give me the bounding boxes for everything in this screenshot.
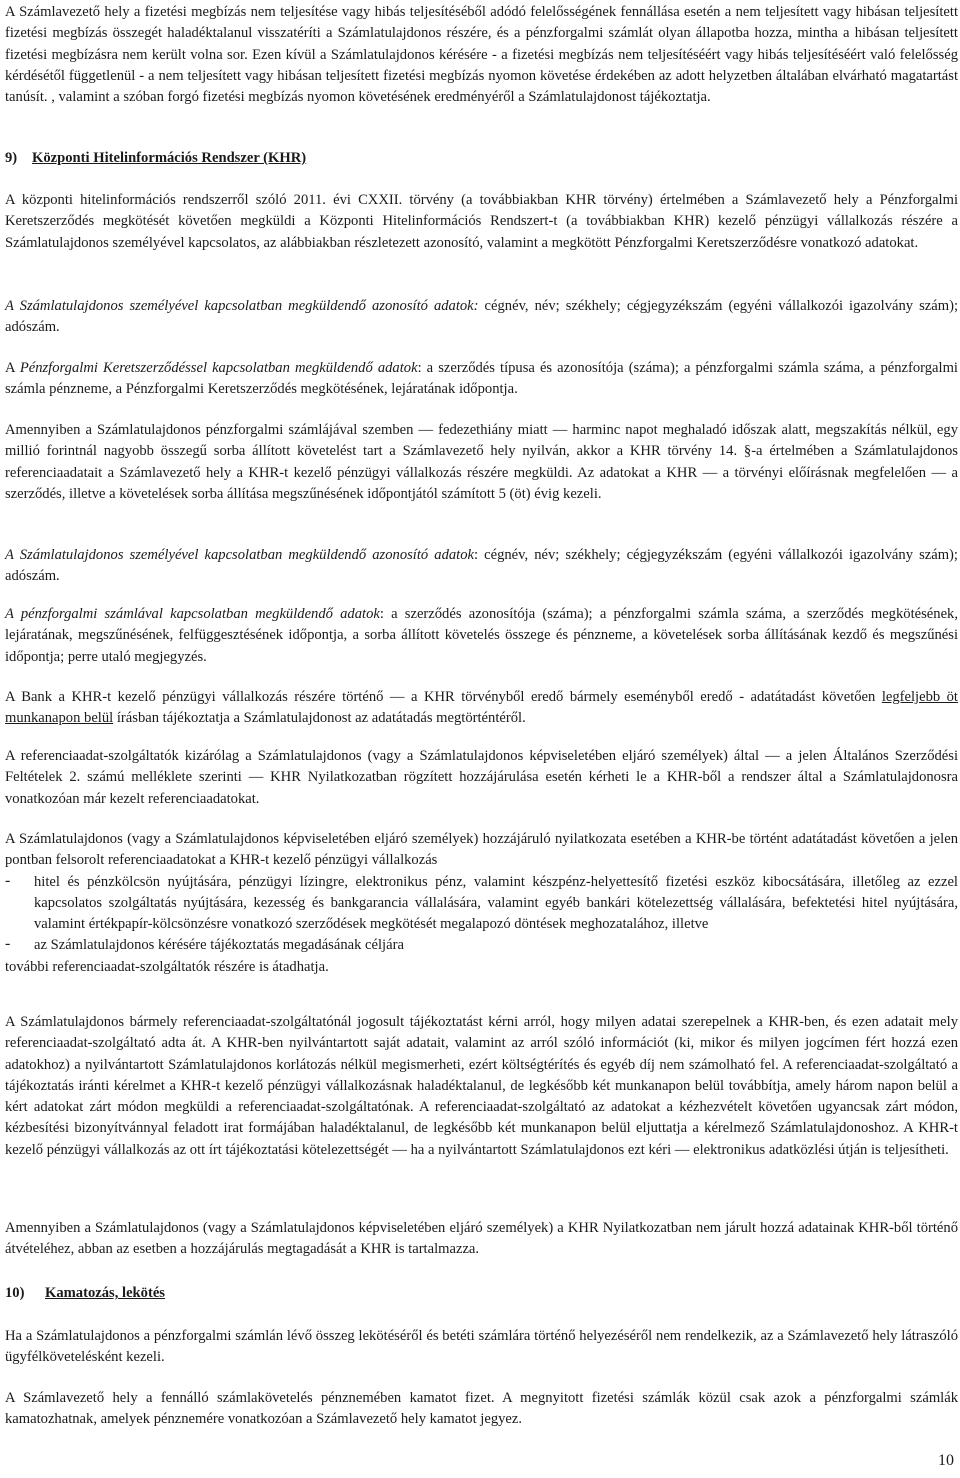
- paragraph-text: írásban tájékoztatja a Számlatulajdonost az adatátadás megtörténtéről.: [113, 710, 526, 727]
- list-item: [5, 872, 958, 936]
- underlined-deadline: legfeljebb öt munkanapon belül: [5, 689, 958, 727]
- italic-lead: Pénzforgalmi Keretszerződéssel kapcsolatban megküldendő adatok: [19, 360, 418, 376]
- paragraph-text: A Számlatulajdonos bármely referenciaadat-szolgáltatónál jogosult tájékoztatást kérni arról, hogy milyen adatai szerepelnek a KHR-ben, és ezen adatait mely referenciaadat-szolgáltató adta át. A KHR-ben nyilvántartott saját adatait, valamint az arról szóló információt (ki, mikor és milyen jogcímen fért hozzá ezen adatokhoz) a nyilvántartott Számlatulajdonos korlátozás nélkül megismerheti, ezért költségtérítés és egyéb díj nem számolható fel. A referenciaadat-szolgáltató a tájékoztatás iránti kérelmet a KHR-t kezelő pénzügyi vállalkozásnak haladéktalanul, de legkésőbb két munkanapon belül továbbítja, amely három napon belül a kért adatokat zárt módon megküldi a referenciaadat-szolgáltatónak. A referenciaadat-szolgáltató az adatokat a kézhezvételt követően ugyancsak zárt módon, kézbesítési bizonyítvánnyal feladott irat formájában haladéktalanul, de legkésőbb két munkanapon belül eljuttatja a kérelmező Számlatulajdonoshoz. A KHR-t kezelő pénzügyi vállalkozás az ott írt tájékoztatási kötelezettségét — ha a nyilvántartott Számlatulajdonos ezt kéri — elektronikus adatközlési útján is teljesítheti.: [5, 1014, 958, 1158]
- paragraph-text: A Számlavezető hely a fennálló számlakövetelés pénznemében kamatot fizet. A megnyitott fizetési számlák közül csak azok a pénzforgalmi számlák kamatozhatnak, amelyek pénznemére vonatkozóan a Számlavezető hely kamatot jegyez.: [5, 1390, 958, 1428]
- paragraph-account-data: [5, 604, 958, 668]
- paragraph-text: : a szerződés azonosítója (száma); a pénzforgalmi számla száma, a szerződés megkötésének, lejáratának, megszűnésének, felfüggesztésének időpontja, a sorba állított követelés összege és pénzneme, a követelések sorba állításának kezdő és megszűnési időpontja; perre utaló megjegyzés.: [5, 606, 958, 665]
- section-title: Kamatozás, lekötés: [45, 1285, 165, 1301]
- italic-lead: A Számlatulajdonos személyével kapcsolatban megküldendő azonosító adatok: [5, 547, 474, 563]
- paragraph-consent: [5, 829, 958, 978]
- paragraph-khr-intro: [5, 190, 958, 254]
- italic-lead: A pénzforgalmi számlával kapcsolatban megküldendő adatok: [5, 606, 380, 622]
- italic-lead: A Számlatulajdonos személyével kapcsolatban megküldendő azonosító adatok:: [5, 298, 479, 314]
- paragraph-text: Amennyiben a Számlatulajdonos (vagy a Számlatulajdonos képviseletében eljáró személyek) a KHR Nyilatkozatban nem járult hozzá adatainak KHR-ből történő átvételéhez, abban az esetben a hozzájárulás megtagadását a KHR is tartalmazza.: [5, 1220, 958, 1258]
- paragraph-text: további referenciaadat-szolgáltatók részére is átadhatja.: [5, 958, 329, 975]
- paragraph-information-rights: [5, 1012, 958, 1161]
- paragraph-queued-claims: [5, 420, 958, 505]
- paragraph-interest-deposit: [5, 1326, 958, 1369]
- list-item-text: az Számlatulajdonos kérésére tájékoztatás megadásának céljára: [34, 937, 404, 954]
- page-number: 10: [938, 1452, 954, 1469]
- paragraph-text: A központi hitelinformációs rendszerről szóló 2011. évi CXXII. törvény (a továbbiakban KHR törvény) értelmében a Számlavezető hely a Pénzforgalmi Keretszerződés megkötését követően megküldi a Központi Hitelinformációs Rendszert-t (a továbbiakban KHR) kezelő pénzügyi vállalkozás részére a Számlatulajdonos személyével kapcsolatos, az alábbiakban részletezett azonosító, valamint a megkötött Pénzforgalmi Keretszerződésre vonatkozó adatokat.: [5, 192, 958, 251]
- list-dash: -: [5, 935, 11, 953]
- section-heading-9: [5, 148, 306, 169]
- paragraph-consent-refused: [5, 1218, 958, 1261]
- paragraph-identity-data-2: [5, 545, 958, 588]
- paragraph-text: : cégnév, név; székhely; cégjegyzékszám (egyéni vállalkozói igazolvány szám); adószám.: [5, 547, 958, 585]
- paragraph-text: Amennyiben a Számlatulajdonos pénzforgalmi számlájával szemben — fedezethiány miatt — harminc napot meghaladó időszak alatt, megszakítás nélkül, egy millió forintnál nagyobb összegű sorba állított követelést tart a Számlavezető hely nyilván, akkor a KHR törvény 14. §-a értelmében a Számlatulajdonos referenciaadatait a Számlavezető hely a KHR-t kezelő pénzügyi vállalkozás részére megküldi. Az adatokat a KHR — a törvényi előírásnak megfelelően — a szerződés, illetve a követelések sorba állítása megszűnésének időpontjától számított 5 (öt) évig kezeli.: [5, 422, 958, 502]
- list-dash: -: [5, 871, 11, 889]
- section-number: 9): [5, 150, 18, 166]
- section-heading-10: [5, 1283, 165, 1304]
- paragraph-interest-payment: [5, 1388, 958, 1431]
- paragraph-text: A Számlavezető hely a fizetési megbízás nem teljesítése vagy hibás teljesítéséből adódó felelősségének fennállása esetén a nem teljesített vagy hibásan teljesített fizetési megbízás összegét haladéktalanul visszatéríti a Számlatulajdonos részére, és a pénzforgalmi számlát olyan állapotba hozza, mintha a hibásan teljesített fizetési megbízásra nem került volna sor. Ezen kívül a Számlatulajdonos kérésére - a fizetési megbízás nem teljesítéséért vagy hibás teljesítéséért való felelősség kérdésétől függetlenül - a nem teljesített vagy hibásan teljesített fizetési megbízás nyomon követése érdekében az adott helyzetben általában elvárható magatartást tanúsít. , valamint a szóban forgó fizetési megbízás nyomon követésének eredményéről a Számlatulajdonost tájékoztatja.: [5, 4, 958, 106]
- paragraph-text: : a szerződés típusa és azonosítója (száma); a pénzforgalmi számla száma, a pénzforgalmi számla pénzneme, a Pénzforgalmi Keretszerződés megkötésének, lejáratának időpontja.: [5, 360, 958, 398]
- paragraph-text: A Számlatulajdonos (vagy a Számlatulajdonos képviseletében eljáró személyek) hozzájáruló nyilatkozata esetében a KHR-be történt adatátadást követően a jelen pontban felsorolt referenciaadatokat a KHR-t kezelő pénzügyi vállalkozás: [5, 831, 958, 869]
- section-title: Központi Hitelinformációs Rendszer (KHR): [32, 150, 307, 166]
- paragraph-text: Ha a Számlatulajdonos a pénzforgalmi számlán lévő összeg lekötéséről és betéti számlára történő helyezéséről nem rendelkezik, az a Számlavezető hely látraszóló ügyfélkövetelésként kezeli.: [5, 1328, 958, 1366]
- list-item-text: hitel és pénzkölcsön nyújtására, pénzügyi lízingre, elektronikus pénz, valamint készpénz-helyettesítő fizetési eszköz kibocsátására, illetőleg az ezzel kapcsolatos szolgáltatás nyújtására, kezesség és bankgarancia vállalására, valamint egyéb bankári kötelezettség vállalására, befektetési hitel nyújtására, valamint értékpapír-kölcsönzésre vonatkozó szerződések megkötését megalapozó döntések meghozatalához, illetve: [34, 873, 958, 933]
- paragraph-reference-providers: [5, 746, 958, 810]
- list-item: [5, 935, 958, 956]
- paragraph-identity-data: [5, 296, 958, 339]
- paragraph-bank-notification: [5, 687, 958, 730]
- paragraph-text: A Bank a KHR-t kezelő pénzügyi vállalkozás részére történő — a KHR törvényből eredő bármely eseményből eredő - adatátadást követően: [5, 689, 882, 705]
- paragraph-text: A: [5, 360, 20, 376]
- paragraph-text: cégnév, név; székhely; cégjegyzékszám (egyéni vállalkozói igazolvány szám); adószám.: [5, 298, 958, 336]
- section-number: 10): [5, 1285, 25, 1301]
- paragraph-text: A referenciaadat-szolgáltatók kizárólag a Számlatulajdonos (vagy a Számlatulajdonos képviseletében eljáró személyek) által — a jelen Általános Szerződési Feltételek 2. számú melléklete szerinti — KHR Nyilatkozatban rögzített hozzájárulása esetén kérheti le a KHR-ből a rendszer által a Számlatulajdonosra vonatkozóan már kezelt referenciaadatokat.: [5, 748, 958, 807]
- paragraph-contract-data: [5, 358, 958, 401]
- paragraph-liability: [5, 2, 958, 108]
